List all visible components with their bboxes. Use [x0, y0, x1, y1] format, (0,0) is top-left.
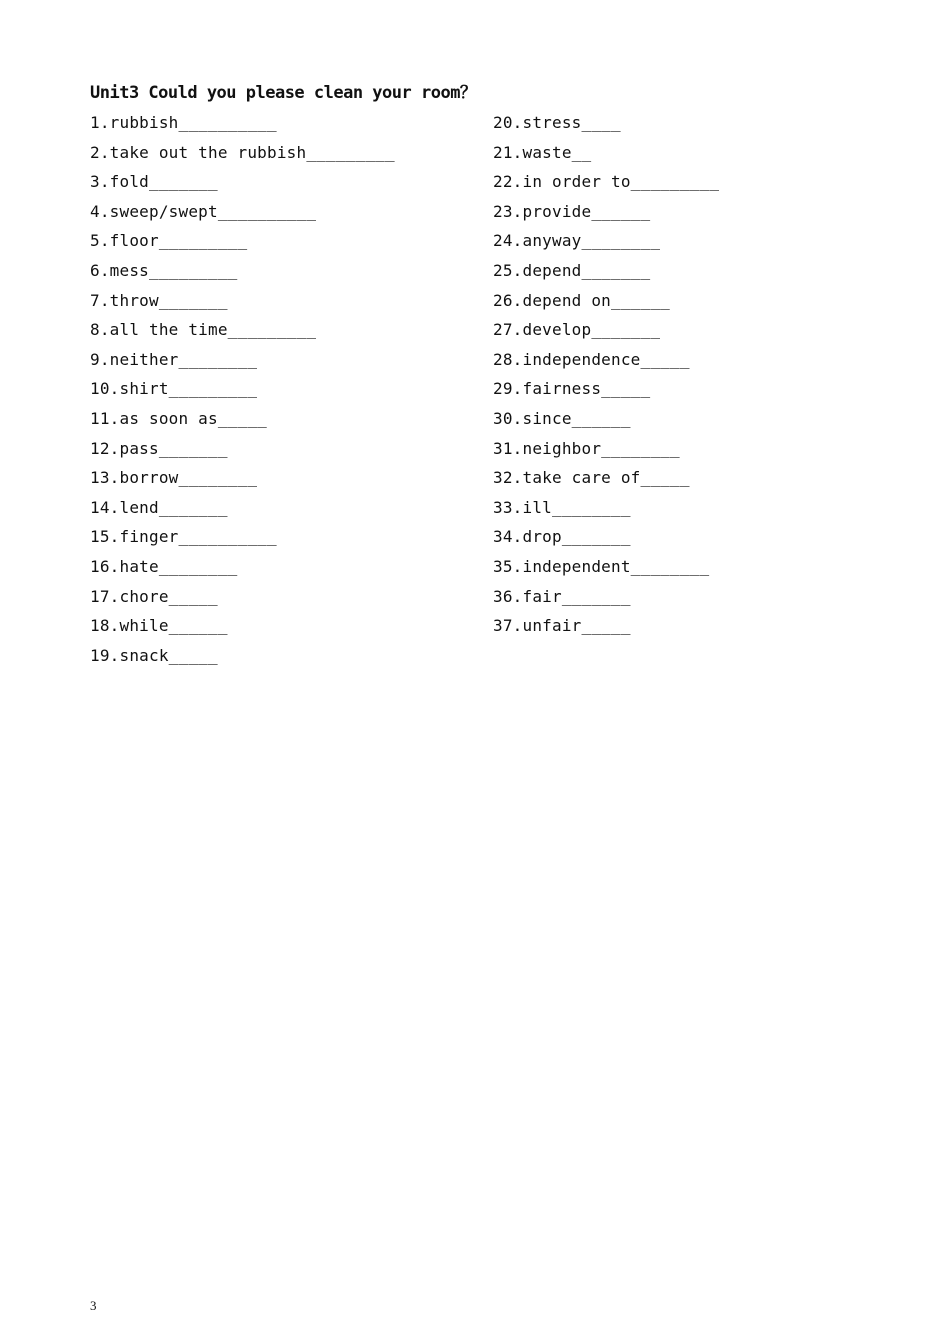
vocabulary-item: 34.drop_______ — [493, 527, 631, 547]
vocabulary-item: 28.independence_____ — [493, 349, 690, 369]
page-number: 3 — [90, 1298, 97, 1313]
vocabulary-item: 22.in order to_________ — [493, 172, 720, 192]
vocabulary-item: 5.floor_________ — [90, 231, 248, 251]
vocabulary-item: 10.shirt_________ — [90, 379, 258, 399]
vocabulary-item: 20.stress____ — [493, 113, 621, 132]
vocabulary-item: 2.take out the rubbish_________ — [90, 142, 395, 162]
vocabulary-item: 17.chore_____ — [90, 586, 218, 606]
vocabulary-item: 16.hate________ — [90, 556, 238, 576]
vocabulary-item: 15.finger__________ — [90, 527, 277, 547]
vocabulary-item: 11.as soon as_____ — [90, 408, 267, 428]
vocabulary-list-left — [90, 108, 395, 670]
vocabulary-item: 24.anyway________ — [493, 231, 661, 251]
vocabulary-item: 32.take care of_____ — [493, 468, 690, 488]
vocabulary-item: 18.while______ — [90, 616, 228, 636]
vocabulary-item: 29.fairness_____ — [493, 379, 651, 399]
vocabulary-item: 25.depend_______ — [493, 260, 651, 280]
vocabulary-item: 35.independent________ — [493, 556, 710, 576]
vocabulary-list-right — [493, 108, 719, 641]
vocabulary-item: 13.borrow________ — [90, 468, 258, 488]
vocabulary-item: 14.lend_______ — [90, 497, 228, 517]
vocabulary-item: 12.pass_______ — [90, 438, 228, 458]
vocabulary-item: 9.neither________ — [90, 349, 258, 369]
vocabulary-item: 21.waste__ — [493, 142, 592, 162]
worksheet-title: Unit3 Could you please clean your room？ — [90, 83, 477, 103]
vocabulary-item: 23.provide______ — [493, 201, 651, 221]
vocabulary-item: 30.since______ — [493, 408, 631, 428]
vocabulary-item: 27.develop_______ — [493, 320, 661, 340]
vocabulary-item: 26.depend on______ — [493, 290, 670, 310]
vocabulary-item: 33.ill________ — [493, 497, 631, 517]
vocabulary-item: 8.all the time_________ — [90, 320, 317, 340]
vocabulary-item: 37.unfair_____ — [493, 616, 631, 636]
vocabulary-item: 3.fold_______ — [90, 172, 218, 192]
vocabulary-item: 19.snack_____ — [90, 645, 218, 665]
vocabulary-item: 6.mess_________ — [90, 260, 238, 280]
vocabulary-item: 1.rubbish__________ — [90, 113, 277, 132]
vocabulary-item: 31.neighbor________ — [493, 438, 680, 458]
vocabulary-item: 4.sweep/swept__________ — [90, 201, 317, 221]
vocabulary-item: 36.fair_______ — [493, 586, 631, 606]
vocabulary-item: 7.throw_______ — [90, 290, 228, 310]
